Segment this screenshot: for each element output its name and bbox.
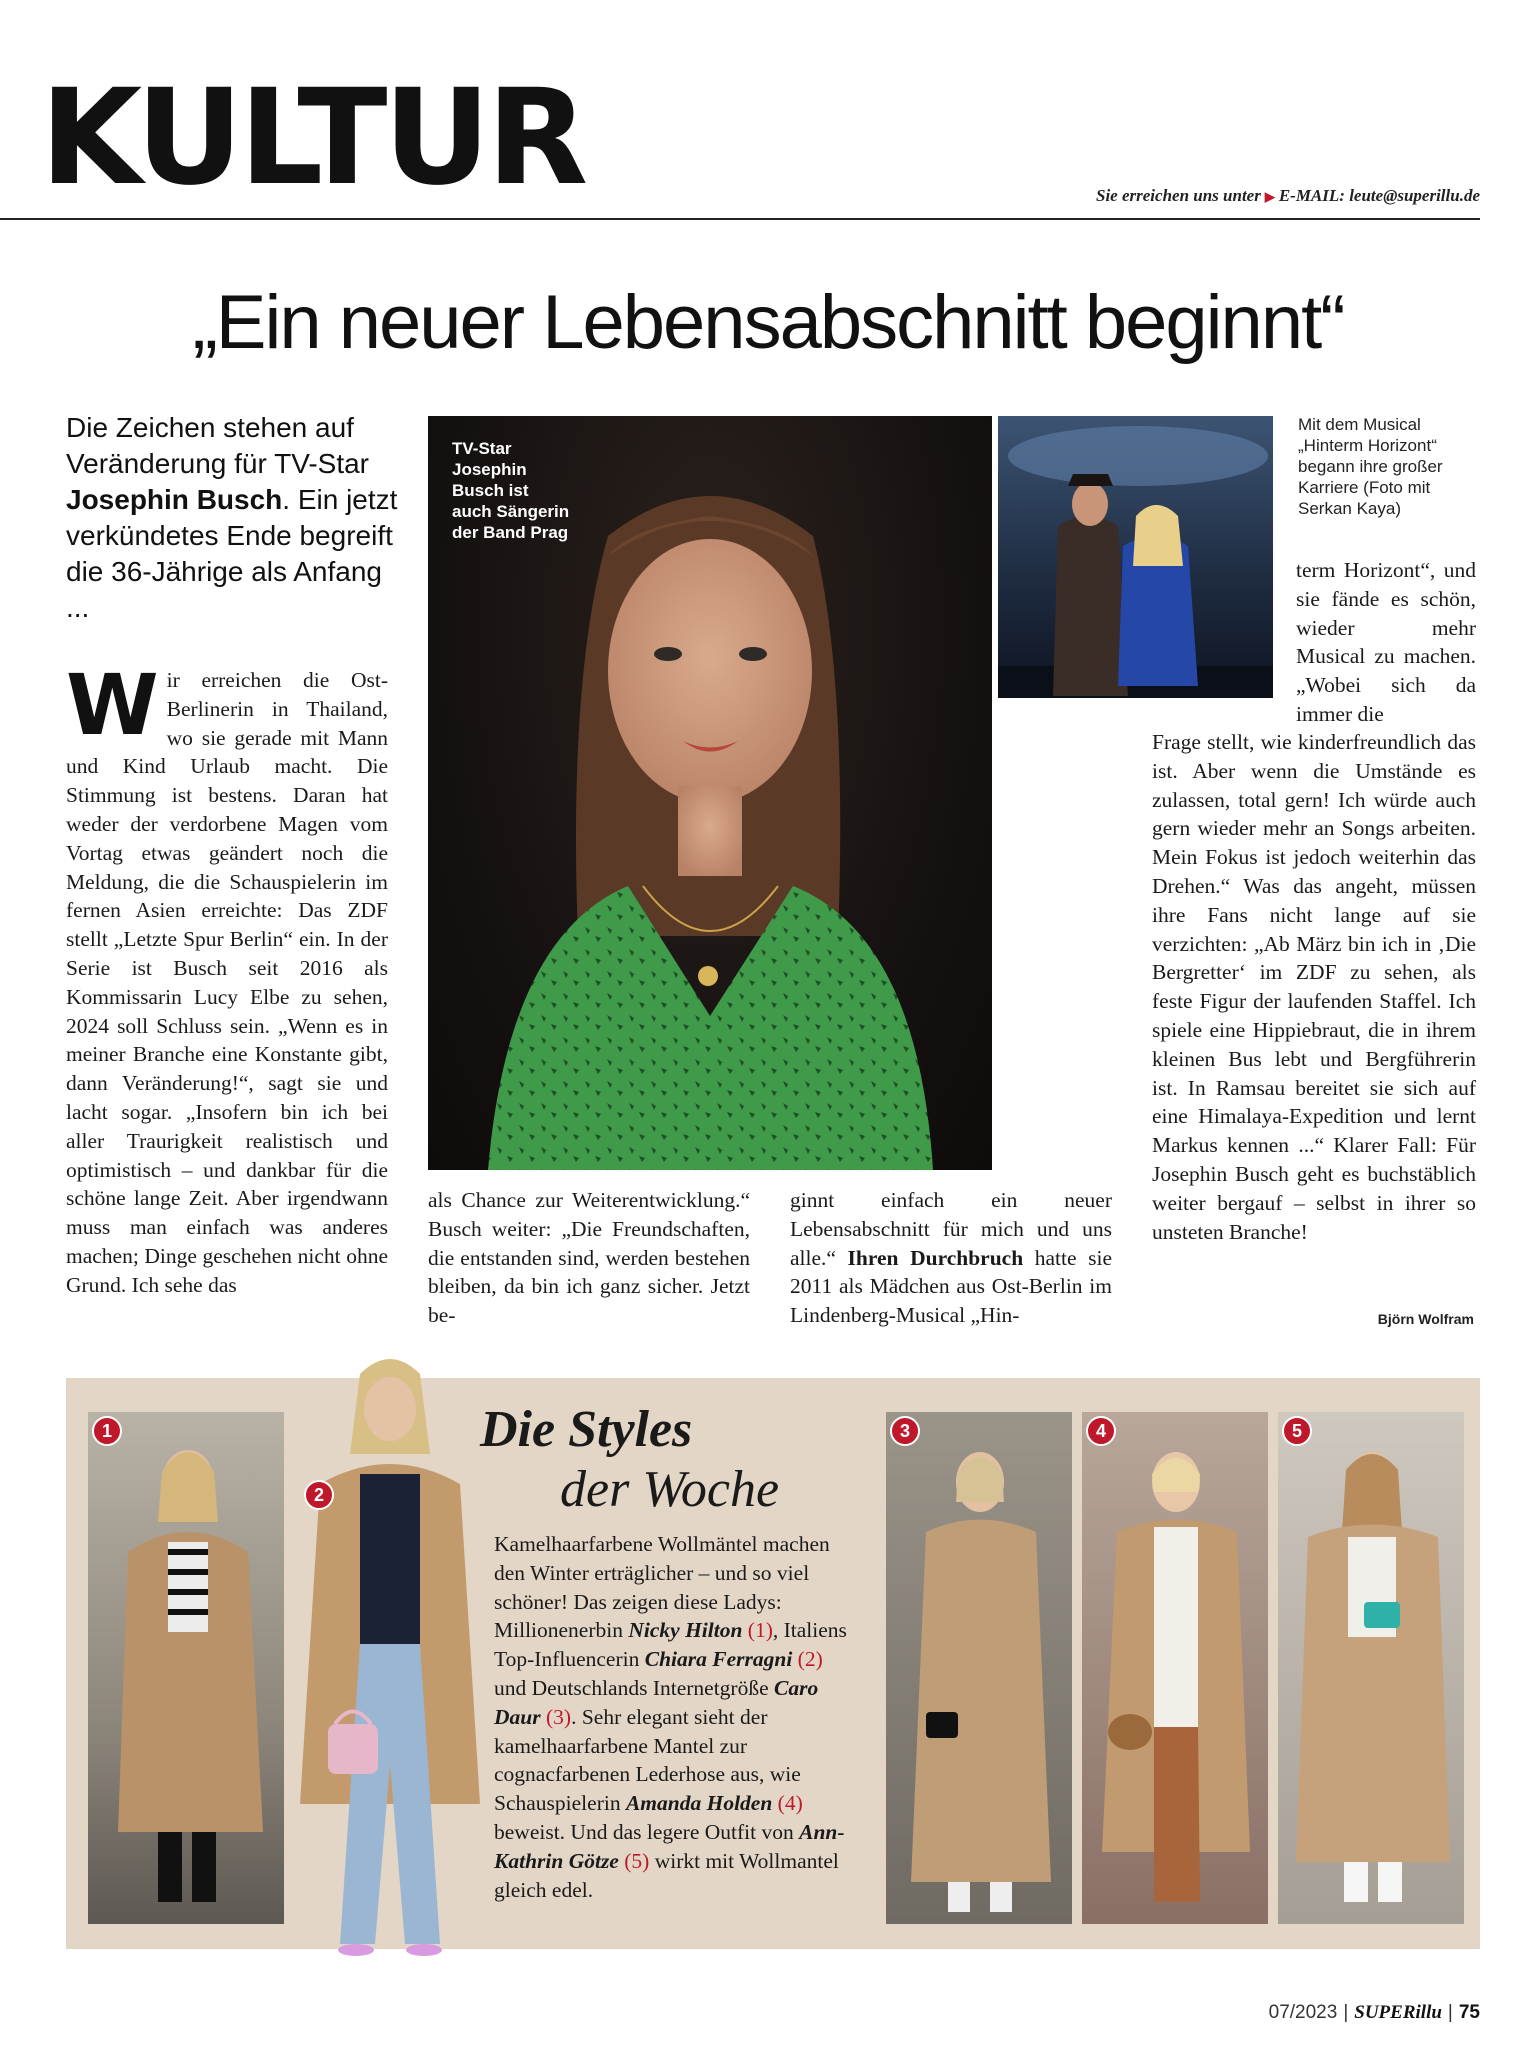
styles-text-segment: Kamelhaarfarbene Wollmäntel machen den Winter erträglicher – und so viel schöner! Das zeigen diese Ladys: Millionenerbin xyxy=(494,1532,830,1643)
lead-text-1: Die Zeichen stehen auf Veränderung für TV-Star xyxy=(66,412,369,479)
person-name: Nicky Hilton xyxy=(628,1618,743,1643)
photo-reference-number: (4) xyxy=(772,1791,803,1816)
person-2-illustration xyxy=(290,1344,490,1964)
style-photo-2 xyxy=(290,1344,490,1964)
author-credit: Björn Wolfram xyxy=(1377,1311,1474,1327)
person-name: Chiara Ferragni xyxy=(644,1647,793,1672)
column-1-text: ir erreichen die Ost-Berlinerin in Thailand, wo sie gerade mit Mann und Kind Urlaub macht. Die Stimmung ist bestens. Daran hat weder der verdorbene Magen vom Vortag etwas geändert noch die Meldung, die die Schauspielerin im fernen Asien erreichte: Das ZDF stellt „Letzte Spur Berlin“ ein. In der Serie ist Busch seit 2016 als Kommissarin Lucy Elbe zu sehen, 2024 soll Schluss sein. „Wenn es in meiner Branche eine Konstante gibt, dann Veränderung!“, sagt sie und lacht sogar. „Insofern bin ich bei aller Traurigkeit realistisch und optimistisch – und dankbar für die schöne lange Zeit. Aber irgendwann muss man einfach was anderes machen; Dinge geschehen nicht ohne Grund. Ich sehe das xyxy=(66,668,388,1297)
styles-text-segment: beweist. Und das legere Outfit von xyxy=(494,1819,800,1844)
article-column-2 xyxy=(428,1186,750,1330)
styles-text xyxy=(494,1530,854,1904)
person-5-illustration xyxy=(1278,1412,1464,1924)
footer-separator: | xyxy=(1343,2002,1349,2023)
column-3-text xyxy=(790,1186,1112,1330)
style-number-1: 1 xyxy=(92,1416,122,1446)
column-3-bold: Ihren Durchbruch xyxy=(847,1245,1024,1270)
style-photo-5 xyxy=(1278,1412,1464,1924)
person-4-illustration xyxy=(1082,1412,1268,1924)
column-3-text-1: ginnt einfach ein neuer Lebensabschnitt für mich und uns alle.“ xyxy=(790,1188,1112,1270)
person-name: Amanda Holden xyxy=(625,1791,773,1816)
styles-title-line-1: Die Styles xyxy=(480,1401,693,1458)
style-number-3: 3 xyxy=(890,1416,920,1446)
photo-reference-number: (3) xyxy=(540,1704,572,1729)
styles-title-line-2: der Woche xyxy=(560,1461,780,1518)
style-number-5: 5 xyxy=(1282,1416,1312,1446)
header-rule xyxy=(0,218,1480,220)
person-name: Ann-Kathrin Götze xyxy=(494,1819,845,1873)
photo-reference-number: (2) xyxy=(792,1647,823,1672)
styles-text-segment: . Sehr elegant sieht der kamelhaarfarbene Mantel zur cognacfarbenen Lederhose aus, wie Schauspielerin xyxy=(494,1704,801,1816)
person-3-illustration xyxy=(886,1412,1072,1924)
drop-cap: W xyxy=(66,666,159,754)
article-column-4-top xyxy=(1296,556,1476,729)
photo-reference-number: (5) xyxy=(618,1848,650,1873)
arrow-right-icon: ▶ xyxy=(1264,189,1275,204)
musical-caption: Mit dem Musical „Hinterm Horizont“ begann ihre großer Karriere (Foto mit Serkan Kaya) xyxy=(1298,415,1443,518)
column-2-text: als Chance zur Weiterentwicklung.“ Busch weiter: „Die Freundschaften, die entstanden sind, werden bestehen bleiben, da bin ich ganz sicher. Jetzt be- xyxy=(428,1188,750,1328)
styles-text-segment: und Deutschlands Internetgröße xyxy=(494,1675,775,1700)
article-column-1 xyxy=(66,666,388,1332)
section-title: KULTUR xyxy=(40,61,585,215)
contact-email[interactable]: E-MAIL: leute@superillu.de xyxy=(1278,186,1480,205)
column-3-text-2: hatte sie 2011 als Mädchen aus Ost-Berlin im Lindenberg-Musical „Hin- xyxy=(790,1245,1113,1328)
article-headline: „Ein neuer Lebensabschnitt beginnt“ xyxy=(192,280,1344,365)
article-column-3 xyxy=(790,1186,1112,1330)
article-column-4 xyxy=(1152,728,1476,1246)
style-number-4: 4 xyxy=(1086,1416,1116,1446)
lead-text-2: . Ein jetzt verkündetes Ende begreift die 36-Jährige als Anfang ... xyxy=(66,484,398,623)
style-photo-3 xyxy=(886,1412,1072,1924)
magazine-brand: SUPERillu xyxy=(1354,2002,1442,2023)
column-4-top-text: term Horizont“, und sie fände es schön, wieder mehr Musical zu machen. „Wobei sich da immer die xyxy=(1296,558,1476,726)
lead-name: Josephin Busch xyxy=(66,484,283,515)
musical-illustration xyxy=(998,416,1277,702)
portrait-caption: TV-Star Josephin Busch ist auch Sängerin der Band Prag xyxy=(452,439,570,542)
footer-separator: | xyxy=(1447,2002,1453,2023)
style-photo-1 xyxy=(88,1412,284,1924)
page-footer xyxy=(1269,2002,1480,2024)
issue-number: 07/2023 xyxy=(1268,2002,1338,2023)
style-number-2: 2 xyxy=(304,1480,334,1510)
style-photo-4 xyxy=(1082,1412,1268,1924)
musical-photo xyxy=(994,412,1277,702)
styles-text-segment: wirkt mit Wollmantel gleich edel. xyxy=(494,1848,839,1902)
page-number: 75 xyxy=(1458,2002,1480,2023)
person-name: Caro Daur xyxy=(494,1675,819,1729)
contact-label: Sie erreichen uns unter xyxy=(1096,186,1261,205)
photo-reference-number: (1) xyxy=(742,1618,773,1643)
contact-line xyxy=(1096,186,1480,206)
article-lead xyxy=(66,410,406,626)
person-1-illustration xyxy=(88,1412,284,1924)
column-4-text: Frage stellt, wie kinderfreundlich das ist. Aber wenn die Umstände es zulassen, total gern! Ich würde auch gern wieder mehr an Songs arbeiten. Mein Fokus ist jedoch weiterhin das Drehen.“ Was das angeht, müssen ihre Fans nicht lange auf sie verzichten: „Ab März bin ich in ‚Die Bergretter‘ im ZDF zu sehen, als feste Figur der laufenden Staffel. Ich spiele eine Hippiebraut, die in ihrem kleinen Bus lebt und Bergführerin ist. In Ramsau bereitet sie sich auf eine Himalaya-Expedition und lernt Markus kennen ...“ Klarer Fall: Für Josephin Busch geht es buchstäblich weiter bergauf – selbst in ihrer so unsteten Branche! xyxy=(1152,730,1476,1244)
styles-text-segment: , Italiens Top-Influencerin xyxy=(494,1618,847,1672)
